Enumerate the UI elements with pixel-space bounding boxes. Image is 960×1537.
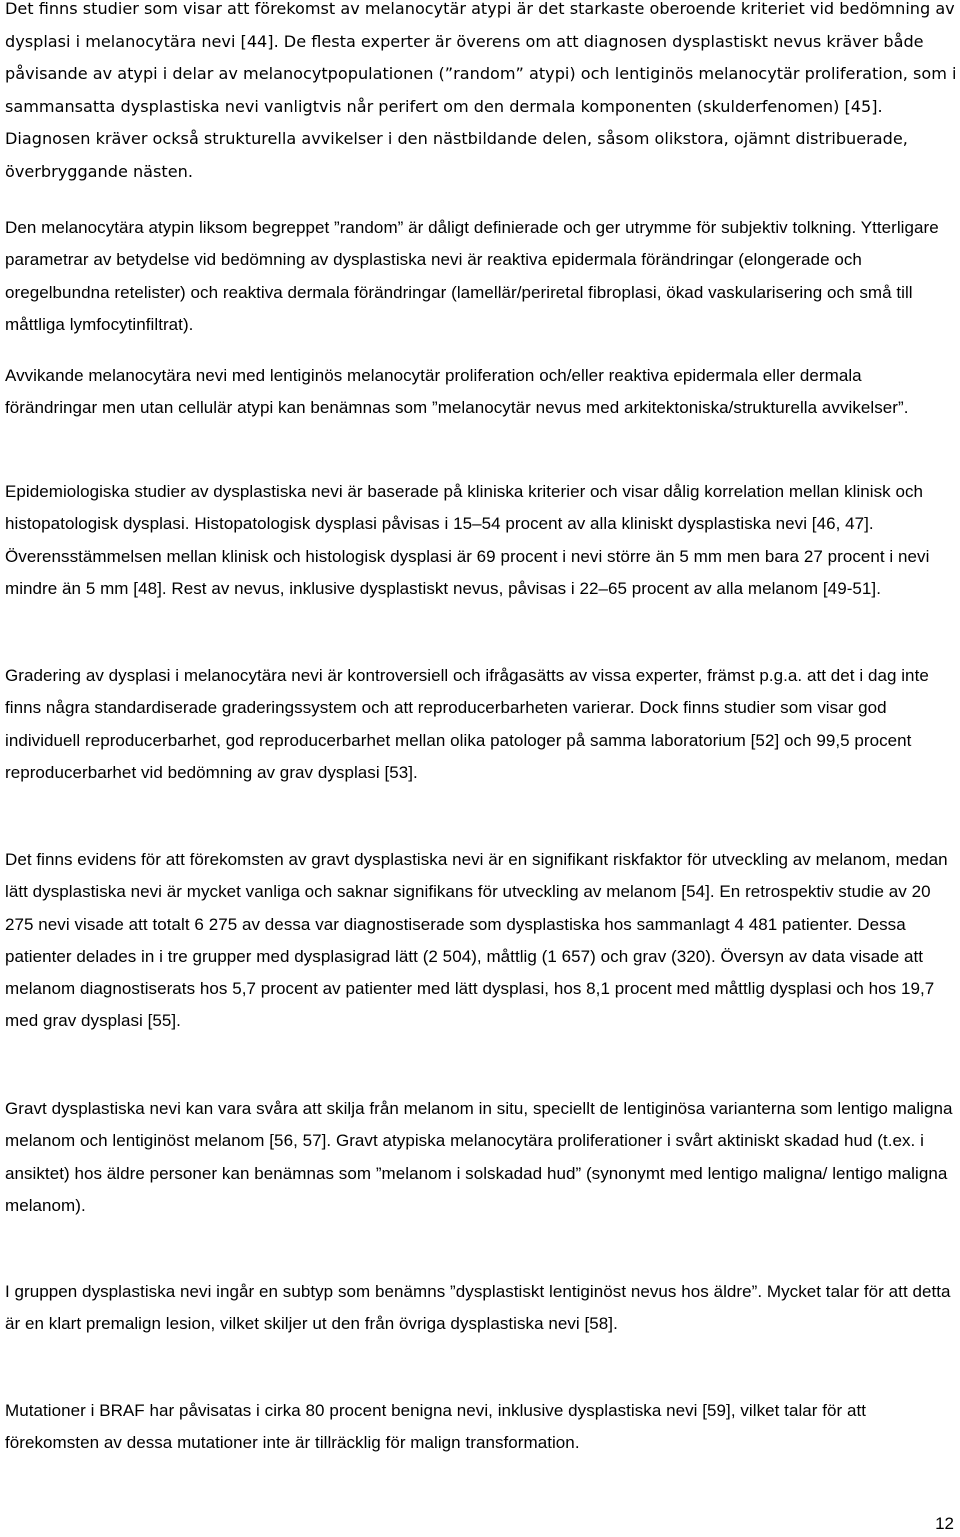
paragraph-dysplasia-criteria: Det finns studier som visar att förekomst av melanocytär atypi är det starkaste oberoende kriteriet vid bedömning av dysplasi i melanocytära nevi [44]. De flesta experter är överens om att diagnosen dysplastiskt nevus kräver både påvisande av atypi i delar av melanocytpopulationen (”random” atypi) och lentiginös melanocytär proliferation, som i sammansatta dysplastiska nevi vanligtvis når perifert om den dermala komponenten (skulderfenomen) [45]. Diagnosen kräver också strukturella avvikelser i den nästbildande delen, såsom olikstora, ojämnt distribuerade, överbryggande nästen.	[5, 0, 957, 181]
paragraph-elderly-subtype: I gruppen dysplastiska nevi ingår en subtyp som benämns ”dysplastiskt lentiginöst nevus hos äldre”. Mycket talar för att detta är en klart premalign lesion, vilket skiljer ut den från övriga dysplastiska nevi [58].	[5, 1282, 951, 1334]
paragraph-risk-factor: Det finns evidens för att förekomsten av gravt dysplastiska nevi är en signifikant riskfaktor för utveckling av melanom, medan lätt dysplastiska nevi är mycket vanliga och saknar signifikans för utveckling av melanom [54]. En retrospektiv studie av 20 275 nevi visade att totalt 6 275 av dessa var diagnostiserade som dysplastiska hos sammanlagt 4 481 patienter. Dessa patienter delades in i tre grupper med dysplasigrad lätt (2 504), måttlig (1 657) och grav (320). Översyn av data visade att melanom diagnostiserats hos 5,7 procent av patienter med lätt dysplasi, hos 8,1 procent med måttlig dysplasi och hos 19,7 med grav dysplasi [55].	[5, 850, 948, 1031]
paragraph-melanoma-in-situ: Gravt dysplastiska nevi kan vara svåra att skilja från melanom in situ, speciellt de lentiginösa varianterna som lentigo maligna melanom och lentiginöst melanom [56, 57]. Gravt atypiska melanocytära proliferationer i svårt aktiniskt skadad hud (t.ex. i ansiktet) hos äldre personer kan benämnas som ”melanom i solskadad hud” (synonymt med lentigo maligna/ lentigo maligna melanom).	[5, 1099, 953, 1215]
paragraph-architectural-deviations: Avvikande melanocytära nevi med lentiginös melanocytär proliferation och/eller reaktiva epidermala eller dermala förändringar men utan cellulär atypi kan benämnas som ”melanocytär nevus med arkitektoniska/strukturella avvikelser”.	[5, 366, 909, 418]
page-number: 12	[935, 1514, 954, 1533]
paragraph-braf-mutations: Mutationer i BRAF har påvisatas i cirka 80 procent benigna nevi, inklusive dysplastiska nevi [59], vilket talar för att förekomsten av dessa mutationer inte är tillräcklig för malign transformation.	[5, 1401, 867, 1453]
paragraph-grading: Gradering av dysplasi i melanocytära nevi är kontroversiell och ifrågasätts av vissa experter, främst p.g.a. att det i dag inte finns några standardiserade graderingssystem och att reproducerbarheten varierar. Dock finns studier som visar god individuell reproducerbarhet, god reproducerbarhet mellan olika patologer på samma laboratorium [52] och 99,5 procent reproducerbarhet vid bedömning av grav dysplasi [53].	[5, 666, 929, 782]
paragraph-subjective-interpretation: Den melanocytära atypin liksom begreppet ”random” är dåligt definierade och ger utrymme för subjektiv tolkning. Ytterligare parametrar av betydelse vid bedömning av dysplastiska nevi är reaktiva epidermala förändringar (elongerade och oregelbundna retelister) och reaktiva dermala förändringar (lamellär/periretal fibroplasi, ökad vaskularisering och små till måttliga lymfocytinfiltrat).	[5, 218, 939, 334]
paragraph-epidemiology: Epidemiologiska studier av dysplastiska nevi är baserade på kliniska kriterier och visar dålig korrelation mellan klinisk och histopatologisk dysplasi. Histopatologisk dysplasi påvisas i 15–54 procent av alla kliniskt dysplastiska nevi [46, 47]. Överensstämmelsen mellan klinisk och histologisk dysplasi är 69 procent i nevi större än 5 mm men bara 27 procent i nevi mindre än 5 mm [48]. Rest av nevus, inklusive dysplastiskt nevus, påvisas i 22–65 procent av alla melanom [49-51].	[5, 482, 930, 598]
